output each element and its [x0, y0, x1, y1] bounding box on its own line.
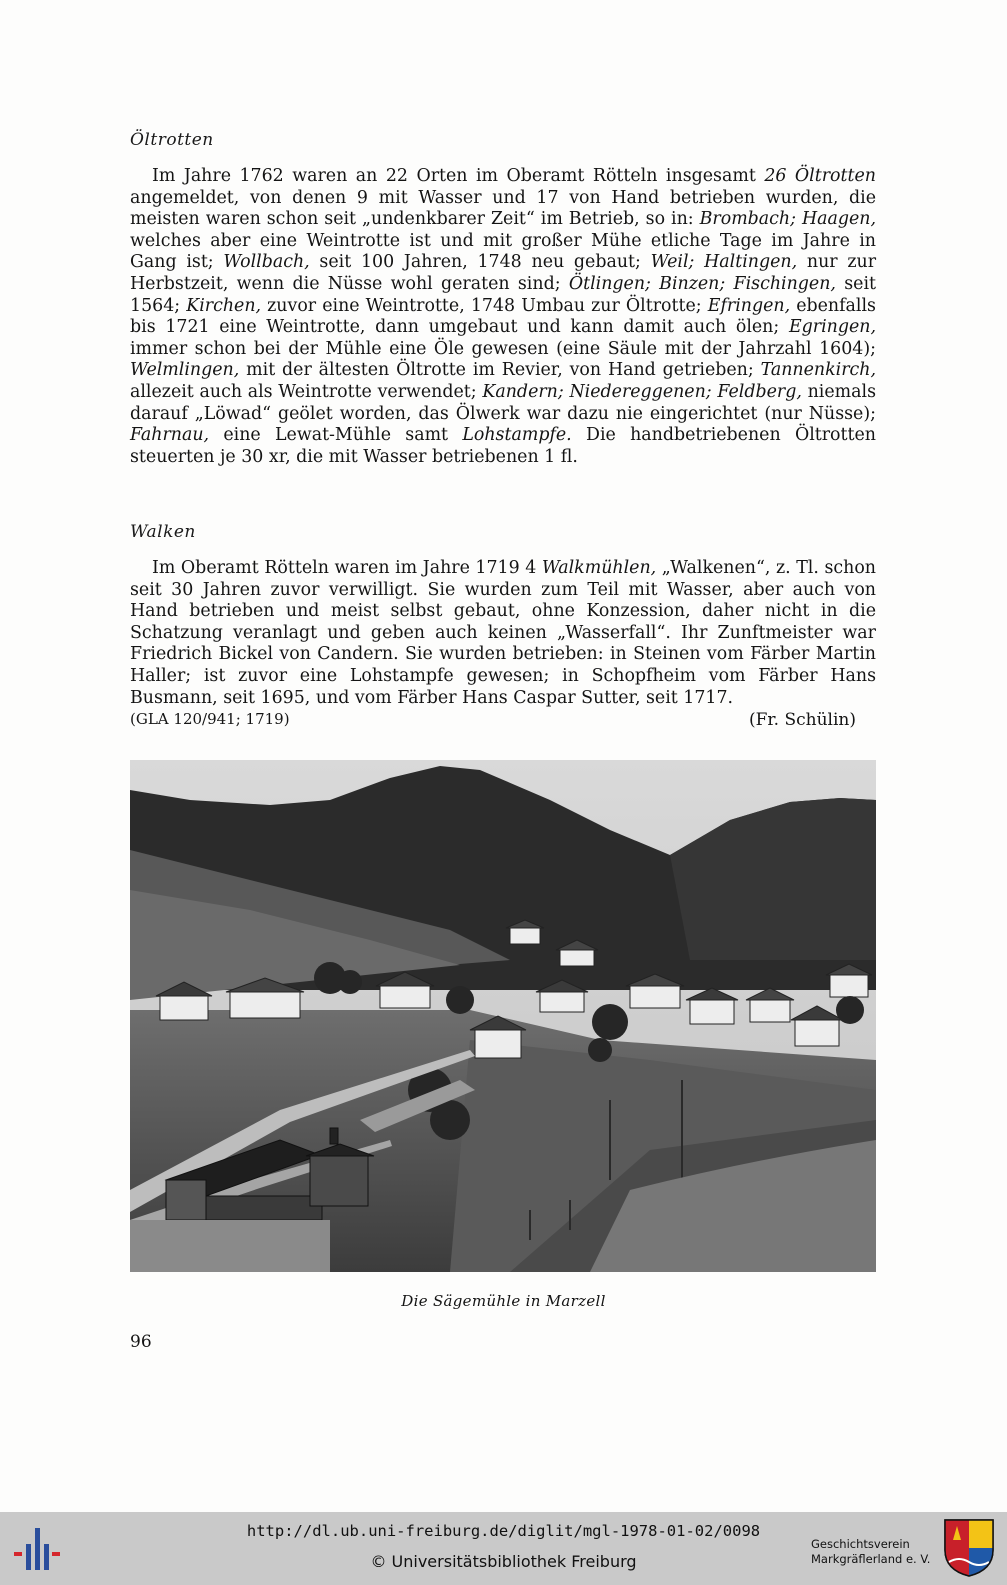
text-run: allezeit auch als Weintrotte verwendet;: [130, 381, 483, 402]
text-run: eine Lewat-Mühle samt: [209, 425, 463, 446]
text-run: mit der ältesten Öltrotte im Revier, von Hand getrieben;: [239, 360, 761, 381]
text-run: immer schon bei der Mühle eine Öle gewesen (eine Säule mit der Jahrzahl 1604);: [130, 338, 876, 359]
copyright-notice: © Universitätsbibliothek Freiburg: [370, 1552, 637, 1571]
text-run: welches aber eine Weintrotte ist und mit großer Mühe etliche Tage im Jahre in Gang ist;: [130, 230, 876, 273]
italic-term: Lohstampfe.: [462, 425, 572, 446]
society-name-line1: Geschichtsverein: [811, 1537, 910, 1551]
footer-bar: [0, 1512, 1007, 1585]
text-run: nur zur Herbstzeit, wenn die Nüsse wohl geraten sind;: [130, 252, 877, 294]
paragraph-oeltrotten: [130, 166, 876, 468]
text-run: niemals darauf „Löwad“ geölet worden, das Ölwerk war dazu nie eingerichtet (nur Nüsse);: [130, 381, 876, 424]
landscape-photo: [130, 760, 876, 1272]
paragraph-walken: [130, 558, 876, 709]
figure-caption: Die Sägemühle in Marzell: [401, 1292, 606, 1310]
text-run: ebenfalls bis 1721 eine Weintrotte, dann umgebaut und kann damit auch ölen;: [130, 295, 876, 338]
text-run: angemeldet, von denen 9 mit Wasser und 17 von Hand betrieben wurden, die meisten waren schon seit „undenkbarer Zeit“ im Betrieb, so in:: [130, 187, 876, 230]
source-reference: (GLA 120/941; 1719): [130, 710, 290, 728]
italic-term: Walkmühlen,: [541, 558, 657, 578]
italic-term: Brombach; Haagen,: [699, 209, 877, 230]
text-run: zuvor eine Weintrotte, 1748 Umbau zur Öltrotte;: [261, 295, 708, 316]
text-run: „Walkenen“, z. Tl. schon seit 30 Jahren zuvor verwilligt. Sie wurden zum Teil mit Wasser, aber auch von Hand betrieben und meist selbst gebaut, ohne Konzession, daher nicht in die Schatzung veranlagt und geben auch keinen „Wasserfall“. Ihr Zunftmeister war Friedrich Bickel von Candern. Sie wurden betrieben: in Steinen vom Färber Martin Haller; ist zuvor eine Lohstampfe gewesen; in Schopfheim vom Färber Hans Busmann, seit 1695, und vom Färber Hans Caspar Sutter, seit 1717.: [130, 558, 876, 708]
citation-row: [130, 710, 856, 730]
society-name: [811, 1537, 930, 1567]
italic-term: Ötlingen; Binzen; Fischingen,: [568, 273, 836, 294]
italic-term: Kirchen,: [186, 295, 262, 316]
author-credit: (Fr. Schülin): [748, 710, 856, 730]
italic-term: Egringen,: [788, 317, 876, 338]
text-run: seit 100 Jahren, 1748 neu gebaut;: [309, 252, 651, 273]
italic-term: Tannenkirch,: [760, 360, 876, 381]
text-run: Die handbetriebenen Öltrotten steuerten je 30 xr, die mit Wasser betriebenen 1 fl.: [130, 425, 876, 467]
italic-term: Kandern; Niedereggenen; Feldberg,: [482, 381, 802, 402]
permalink-url[interactable]: http://dl.ub.uni-freiburg.de/diglit/mgl-1978-01-02/0098: [246, 1522, 761, 1540]
section-heading-oeltrotten: Öltrotten: [130, 130, 214, 150]
section-heading-walken: Walken: [130, 522, 196, 542]
page-number: 96: [130, 1332, 152, 1352]
italic-term: 26 Öltrotten: [764, 166, 876, 186]
italic-term: Fahrnau,: [130, 425, 210, 446]
text-run: Im Jahre 1762 waren an 22 Orten im Oberamt Rötteln insgesamt: [152, 166, 765, 186]
text-run: Im Oberamt Rötteln waren im Jahre 1719 4: [152, 558, 542, 578]
photo-saegemuehle-marzell: [130, 760, 876, 1272]
text-run: seit 1564;: [130, 273, 876, 316]
italic-term: Welmlingen,: [130, 360, 240, 381]
italic-term: Efringen,: [707, 295, 791, 316]
society-crest-icon: [943, 1518, 995, 1578]
italic-term: Weil; Haltingen,: [650, 252, 798, 273]
society-name-line2: Markgräflerland e. V.: [811, 1552, 931, 1566]
italic-term: Wollbach,: [223, 252, 310, 273]
